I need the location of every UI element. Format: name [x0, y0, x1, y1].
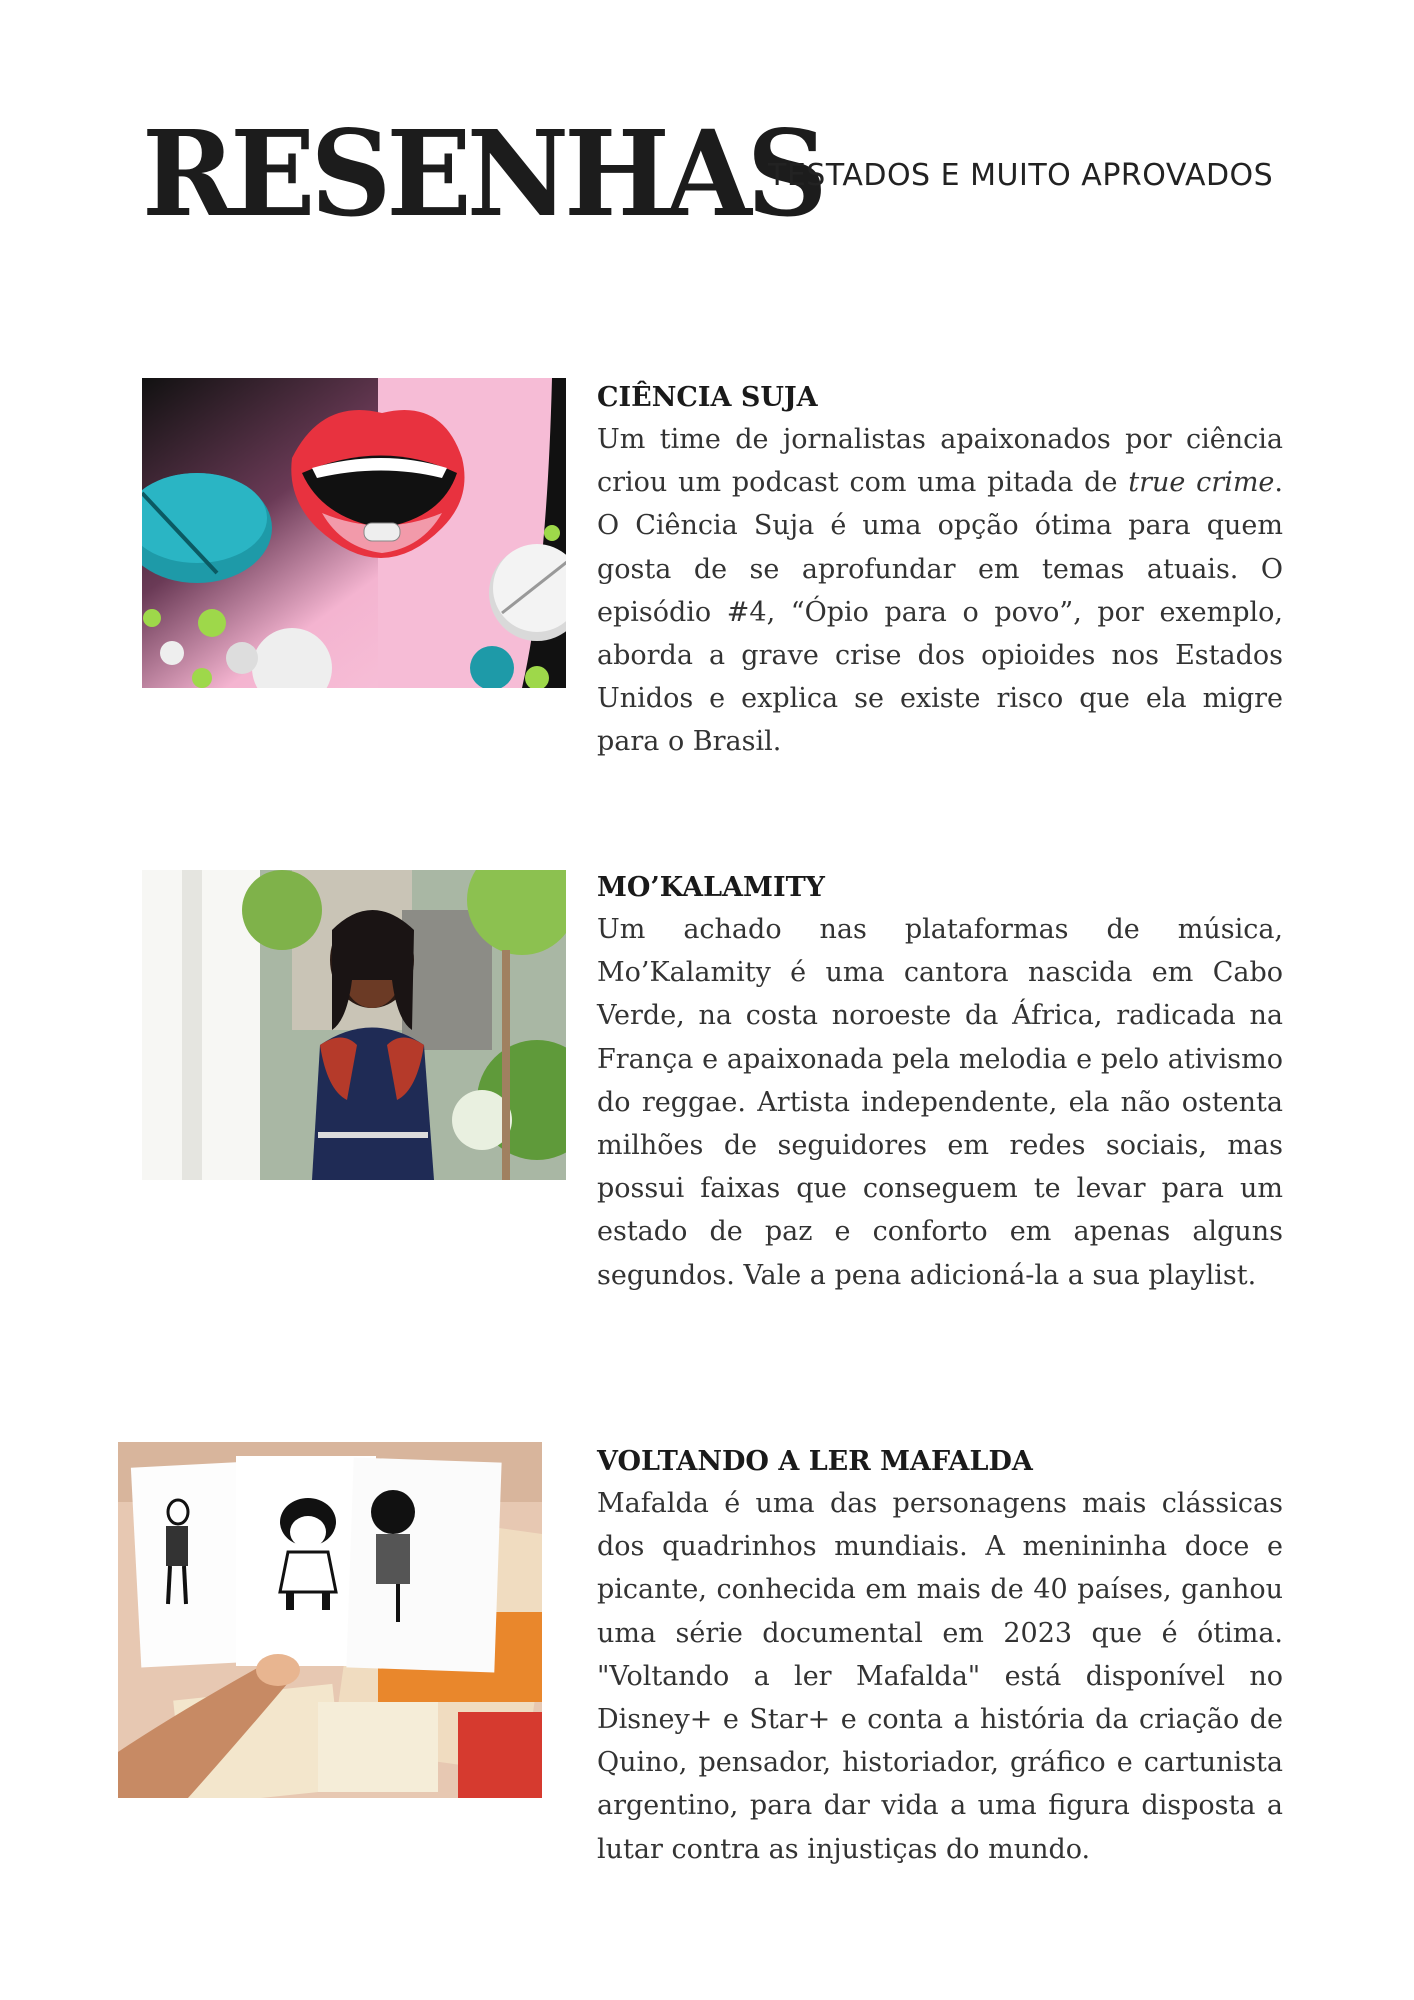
review-title: VOLTANDO A LER MAFALDA [597, 1446, 1033, 1477]
review-text [597, 868, 1283, 1297]
mafalda-photo-image [118, 1442, 542, 1798]
podcast-cover-illustration [142, 378, 566, 688]
review-text [597, 1442, 1283, 1871]
page-title: RESENHAS [142, 105, 823, 244]
singer-photo-image [142, 870, 566, 1180]
review-title: CIÊNCIA SUJA [597, 382, 818, 413]
review-body: Mafalda é uma das personagens mais clássicas dos quadrinhos mundiais. A menininha doce e picante, conhecida em mais de 40 países, ganhou uma série documental em 2023 que é ótima. "Voltando a ler Mafalda" está disponível no Disney+ e Star+ e conta a história da criação de Quino, pensador, historiador, gráfico e cartunista argentino, para dar vida a uma figura disposta a lutar contra as injustiças do mundo. [597, 1488, 1283, 1865]
review-body: Um time de jornalistas apaixonados por ciência criou um podcast com uma pitada de true crime. O Ciência Suja é uma opção ótima para quem gosta de se aprofundar em temas atuais. O episódio #4, “Ópio para o povo”, por exemplo, aborda a grave crise dos opioides nos Estados Unidos e explica se existe risco que ela migre para o Brasil. [597, 424, 1283, 758]
review-title: MO’KALAMITY [597, 872, 825, 903]
review-body: Um achado nas plataformas de música, Mo’Kalamity é uma cantora nascida em Cabo Verde, na costa noroeste da África, radicada na França e apaixonada pela melodia e pelo ativismo do reggae. Artista independente, ela não ostenta milhões de seguidores em redes sociais, mas possui faixas que conseguem te levar para um estado de paz e conforto em apenas alguns segundos. Vale a pena adicioná-la a sua playlist. [597, 914, 1283, 1291]
review-body-italic: true crime [1128, 467, 1275, 499]
comic-drawings-photo [118, 1442, 542, 1798]
page-subtitle: TESTADOS E MUITO APROVADOS [768, 158, 1274, 193]
review-text [597, 378, 1283, 764]
singer-photo [142, 870, 566, 1180]
page-header [0, 0, 1414, 260]
podcast-cover-image [142, 378, 566, 688]
